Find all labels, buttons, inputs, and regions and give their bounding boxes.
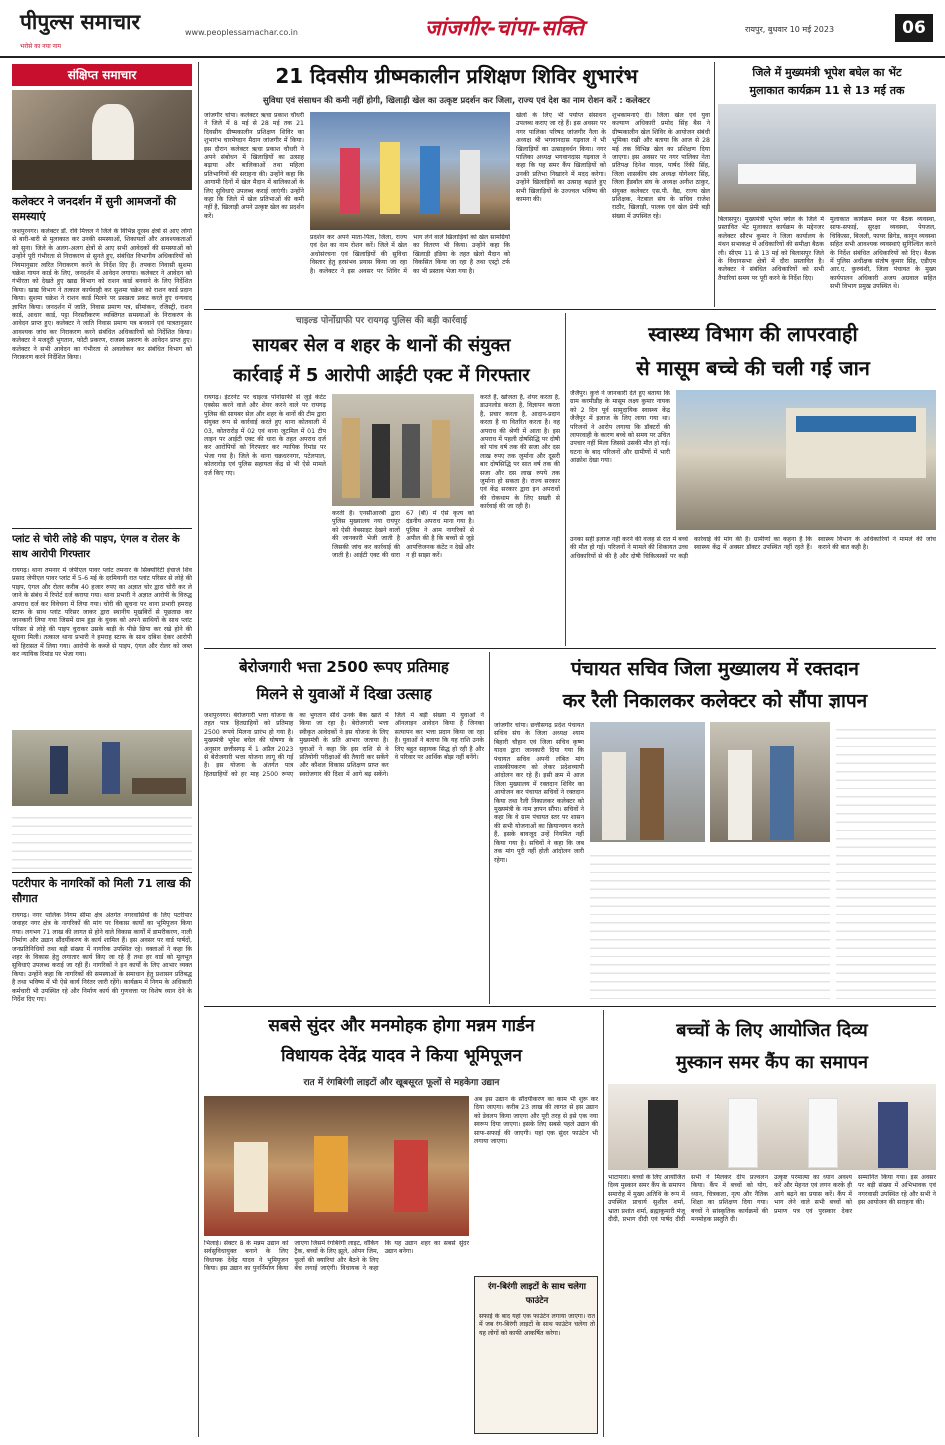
page-number: 06 <box>895 14 933 42</box>
brief-story-2: रायगढ़। थाना तमनार में जेपीएल पावर प्लांट तमनार के सिक्योरिटी इंचार्ज शिव प्रसाद जेपीएल पावर प्लांट में 5-6 मई के दरमियानी रात प्लांट परिसर से लोहे की पाइप, एंगल और रोलर करीब 40 हजार रुपए का अज्ञात चोर द्वारा चोरी कर ले जाने के संबंध में रिपोर्ट दर्ज कराया गया। थाना प्रभारी ने अज्ञात आरोपी के विरुद्ध अपराध दर्ज कर विवेचना में लिया गया। चोरी की सूचना पर थाना प्रभारी हमराह स्टाफ के साथ प्लांट परिसर जाकर द्वारा स्थानीय मुखबिरों से पूछताछ कर जानकारी लिया गया जिसमें ग्राम हुड़ा के युवक को अपने साथियों के साथ प्लांट परिसर से लोहे की पाइप चुराकर उसके बाड़ी के पीछे छिपा कर रखे होने की सूचना मिली। तत्काल थाना प्रभारी ने हमराह स्टाफ के साथ दबिश देकर आरोपी को हिरासत में लिया गया। आरोपी के कब्जे से पाइप, एंगल और रोलर को जब्त कर न्यायिक रिमांड पर भेजा गया। <box>12 567 192 659</box>
photo-figure <box>402 424 420 498</box>
photo-figure <box>92 104 134 164</box>
health-photo <box>676 390 936 530</box>
camp-deck: सुविधा एवं संसाधन की कमी नहीं होगी, खिलाड़ी खेल का उत्कृष्ट प्रदर्शन कर जिला, राज्य एवं देश का नाम रोशन करें : कलेक्टर <box>263 95 650 105</box>
camp-photo <box>310 112 510 230</box>
kids-body-1: भाटापारा। बच्चों के लिए आयोजित दिव्य मुस्कान समर कैंप के समापन समारोह में मुख्य अतिथि के रूप में उपस्थित प्राचार्य सुशील शर्मा, भ्राता प्रशांत शर्मा, ब्रह्माकुमारी मंजू दीदी, प्रभाग दीदी एवं पार्षद दीदी सभी ने मिलकर दीप प्रज्वलन किया। कैंप में बच्चों को योग, ध्यान, चित्रकला, नृत्य और नैतिक शिक्षा का प्रशिक्षण दिया गया। बच्चों ने सांस्कृतिक कार्यक्रमों की मनमोहक प्रस्तुति दी। <box>608 1174 768 1224</box>
cyber-body-3: करती है। एनसीआरबी द्वारा पुलिस मुख्यालय नया रायपुर को ऐसी वेबसाइट देखने वालों की जानकारी भेजी जाती है जिसकी जांच कर कार्रवाई की जाती है। आईटी एक्ट की धारा 67 (बी) में ऐसे कृत्य को दंडनीय अपराध माना गया है। पुलिस ने आम नागरिकों से अपील की है कि बच्चों से जुड़े आपत्तिजनक कंटेंट न देखें और न ही साझा करें। <box>332 510 474 560</box>
cyber-headline-1: सायबर सेल व शहर के थानों की संयुक्त <box>252 335 511 356</box>
garden-box <box>474 1276 598 1434</box>
blood-photo-1 <box>590 722 705 842</box>
camp-body-1: जांजगीर चांपा। कलेक्टर ऋचा प्रकाश चौधरी ने जिले में 8 मई से 28 मई तक 21 दिवसीय ग्रीष्मकालीन प्रशिक्षण शिविर का शुभारंभ चारमेघ्दान मैदान जांजगीर में किया। इस दौरान कलेक्टर ऋचा प्रकाश चौधरी ने अपने संबोधन में खिलाड़ियों का उत्साह बढ़ाया और बालिकाओं तथा महिला प्रतिभागियों की सराहना की। उन्होंने कहा कि आगामी दिनों में खेल मैदान में बालिकाओं के लिए सुविधाएं उपलब्ध कराई जाएंगी। उन्होंने कहा कि जिले में खेल प्रतिभाओं की कमी नहीं है, खिलाड़ी अपने उत्कृष्ट खेल का प्रदर्शन करें। <box>204 112 304 220</box>
photo-figure <box>50 746 68 794</box>
garden-body-2: अब इस उद्यान के सौंदर्यीकरण का काम भी शुरू कर दिया जाएगा। करीब 23 लाख की लागत से इस उद्यान को डेवलप किया जाएगा और पूरी तरह से इसे एक नया स्वरूप दिया जाएगा। इसके लिए सबसे पहले उद्यान की साफ-सफाई की जाएगी। यहां एक सुंदर फाउंटेन भी लगाया जाएगा। <box>474 1096 598 1146</box>
kids-body-2: उत्कृष्ट परमात्मा का ध्यान अवश्य करें और मेहनत एवं लगन करके ही आगे बढ़ने का प्रयास करें। कैंप में भाग लेने वाले सभी बच्चों को प्रमाण पत्र एवं पुरस्कार देकर सम्मानित किया गया। इस अवसर पर बड़ी संख्या में अभिभावक एवं नगरवासी उपस्थित रहे और सभी ने इस आयोजन की सराहना की। <box>774 1174 936 1215</box>
garden-headline-2: विधायक देवेंद्र यादव ने किया भूमिपूजन <box>281 1046 522 1066</box>
photo-figure <box>420 146 440 214</box>
camp-body-4: शुभकामनाएं दी। जिला खेल एवं युवा कल्याण अधिकारी प्रमोद सिंह बैस ने ग्रीष्मकालीन खेल शिविर के आयोजन संबंधी भूमिका रखी और बताया कि आज से 28 मई तक विभिन्न खेल का प्रशिक्षण दिया जाएगा। इस अवसर पर नगर पालिका नेता प्रतिपक्ष दिनेश यादव, पार्षद रिंकी सिंह, जिला शासकीय संघ अध्यक्ष योगेश्वर सिंह, जिला हैंडबॉल संघ के अध्यक्ष अनीश ठाकुर, संयुक्त कलेक्टर एस.पी. वैद्य, राज्य खेल प्रशिक्षक, नेटबाल संघ के सचिव राजेश राठौर, खिलाड़ी, पालक एवं खेल प्रेमी बड़ी संख्या में उपस्थित रहे। <box>612 112 710 220</box>
photo-figure <box>234 1142 268 1212</box>
divider <box>204 1006 936 1007</box>
cyber-kicker: चाइल्ड पोर्नोग्राफी पर रायगढ़ पुलिस की बड़ी कार्रवाई <box>295 316 468 326</box>
photo-figure <box>340 148 360 214</box>
brief-banner-text: संक्षिप्त समाचार <box>67 68 137 82</box>
brief-headline-2-text: प्लांट से चोरी लोहे की पाइप, एंगल व रोलर के साथ आरोपी गिरफ्तार <box>12 534 180 560</box>
blood-headline-1: पंचायत सचिव जिला मुख्यालय में रक्तदान <box>571 658 859 680</box>
brief-headline-1-text: कलेक्टर ने जनदर्शन में सुनी आमजनों की समस्याएं <box>12 195 176 223</box>
blood-body-2 <box>836 722 936 1002</box>
photo-signboard <box>796 416 916 432</box>
photo-figure <box>314 1136 348 1212</box>
brief-headline-1 <box>12 194 192 226</box>
photo-figure <box>602 752 626 840</box>
cyber-body-2: करते हैं, खोजता है, शेयर करता है, डाउनलोड करता है, विज्ञापन करता है, प्रचार करता है, आदान-प्रदान करता है या वितरित करता है। वह अपराध की श्रेणी में आता है। इस अपराध में पहली दोषसिद्धि पर दोषी को पांच वर्ष तक की सजा और दस लाख रुपए तक जुर्माना और दूसरी बार दोषसिद्धि पर सात वर्ष तक की सजा और दस लाख रुपये तक जुर्माना हो सकता है। राज्य सरकार एवं केंद्र सरकार द्वारा इन अपराधों की रोकथाम के लिए सख्ती से कार्रवाई की जा रही है। <box>480 394 560 511</box>
cyber-headline-2: कार्रवाई में 5 आरोपी आईटी एक्ट में गिरफ्तार <box>233 365 530 386</box>
brief-photo-2 <box>12 730 192 806</box>
blood-headline-2: कर रैली निकालकर कलेक्टर को सौंपा ज्ञापन <box>562 690 868 712</box>
photo-figure <box>394 1140 428 1212</box>
dateline: रायपुर, बुधवार 10 मई 2023 <box>745 25 835 34</box>
kids-headline-1: बच्चों के लिए आयोजित दिव्य <box>676 1020 868 1041</box>
cm-photo <box>718 104 936 212</box>
brief-story-2-cont <box>12 810 192 870</box>
photo-figure <box>640 748 664 840</box>
column-divider <box>489 652 490 1004</box>
cyber-photo <box>332 394 474 506</box>
divider <box>204 648 936 649</box>
photo-figure <box>102 742 120 794</box>
divider <box>12 872 192 873</box>
photo-figure <box>460 150 480 214</box>
logo-tagline: भरोसे का नया नाम <box>20 43 62 50</box>
brief-headline-3 <box>12 876 192 908</box>
photo-figure <box>372 424 390 498</box>
brief-banner <box>12 64 192 86</box>
photo-desk <box>12 160 192 190</box>
column-divider <box>198 62 199 1437</box>
website-url[interactable]: www.peoplessamachar.co.in <box>185 28 298 37</box>
cm-headline-2: मुलाकात कार्यक्रम 11 से 13 मई तक <box>749 84 905 97</box>
brief-headline-2 <box>12 532 192 564</box>
cm-body-1: बिलासपुर। मुख्यमंत्री भूपेश बघेल के जिले में प्रस्तावित भेंट मुलाकात कार्यक्रम के मद्देनजर कलेक्टर सौरभ कुमार ने जिला कार्यालय के मंथन सभाकक्ष में अधिकारियों की समीक्षा बैठक ली। सीएम 11 से 13 मई को बिलासपुर जिले के विधानसभा क्षेत्रों में दौरा प्रस्तावित है। कलेक्टर ने संबंधित अधिकारियों को सभी तैयारियां समय पर पूरी करने के निर्देश दिए। <box>718 216 824 282</box>
photo-figure <box>648 1100 678 1168</box>
garden-kicker: रात में रंगबिरंगी लाइटों और खूबसूरत फूलों से महकेगा उद्यान <box>303 1078 500 1088</box>
health-body-1: जैजैपुर। कुत्ते ने जानकारी देते हुए बताया कि ग्राम करमीडीह के मासूम लक्ष्य कुमार नायक को 2 दिन पूर्व सामुदायिक स्वास्थ्य केंद्र जैजैपुर में इलाज के लिए लाया गया था। परिजनों ने आरोप लगाया कि डॉक्टरों की लापरवाही के कारण बच्चे को समय पर उचित उपचार नहीं मिला जिससे उसकी मौत हो गई। घटना के बाद परिजनों और ग्रामीणों में भारी आक्रोश देखा गया। <box>570 390 670 465</box>
camp-body-3: खेलों के लिए भी पर्याप्त संसाधन उपलब्ध कराए जा रहे हैं। इस अवसर पर नगर पालिका परिषद जांजगीर नैला के अध्यक्ष श्री भगवानदास गढ़वाल ने भी खिलाड़ियों का उत्साहवर्धन किया। नगर पालिका अध्यक्ष भगवानदास गढ़वाल ने कहा कि यह समर कैंप खिलाड़ियों को उनकी प्रतिभा निखारने में मदद करेगा। उन्होंने खिलाड़ियों का उत्साह बढ़ाते हुए सभी खिलाड़ियों के उज्ज्वल भविष्य की कामना की। <box>516 112 606 204</box>
brief-story-1: जशपुरनगर। कलेक्टर डॉ. रवि मित्तल ने जिले के विभिन्न दूरस्थ क्षेत्रों से आए लोगों से बारी-बारी से मुलाकात कर उनकी समस्याओं, शिकायतों और आवश्यकताओं को सुना। जिले के अलग-अलग क्षेत्रों से आए सभी आवेदकों की समस्याओं को उन्होंने पूरी गंभीरता से निराकरण से सुनते हुए, संबंधित विभागीय अधिकारियों को नियमानुसार त्वरित निराकरण करने के निर्देश दिए हैं। तपकरा निवासी सुशमा चक्रेश गायन कार्ड के लिए, जनदर्शन में आवेदन लगाया। कलेक्टर ने आवेदन को गंभीरता को देखते हुए खाद्य विभाग को राशन कार्ड बनवाने के लिए निर्देशित किया। खाद्य विभाग ने तत्काल कार्यवाही कर सुशमा चक्रेश को राशन कार्ड प्रदान किया। सुशमा चक्रेश ने राशन कार्ड मिलने पर प्रसन्नता प्रकट करते हुए धन्यवाद ज्ञापित किया। जनदर्शन में जाति, निवास प्रमाण पत्र, सीमांकन, रजिस्ट्री, राशन कार्ड, आधार कार्ड, पट्टा निरस्तीकरण व्यक्तिगत समस्याओं के निराकरण के आवेदन प्राप्त हुए। कलेक्टर ने जाति निवास प्रमाण पत्र बनवाने एवं पात्रतानुसार आवश्यक जांच कर निराकरण करने संबंधित अधिकारियों को निर्देशित किया। कलेक्टर ने मजदूरी भुगतान, फोटी प्रकरण, राजस्व प्रकरण के आवेदन प्राप्त हुए। कलेक्टर ने सभी आवेदन का गंभीरता से अवलोकन कर संबंधित विभाग को निराकरण करने निर्देशित किया। <box>12 228 192 362</box>
health-headline-2: से मासूम बच्चे की चली गई जान <box>636 356 870 380</box>
kids-headline-2: मुस्कान समर कैंप का समापन <box>676 1052 868 1073</box>
cyber-body-1: रायगढ़। इंटरनेट पर चाइल्ड पोर्नोग्राफी से जुड़े कंटेंट एक्सेस करने वाले और शेयर करने वाले पर रायगढ़ पुलिस की सायबर सेल और शहर के थानों की टीम द्वारा संयुक्त रूप से कार्रवाई करते हुए थाना कोतवाली में 03, कोतरारोड़ में 02 एवं थाना जूटमिल में 01 टीप लाइन पर आईटी एक्ट की धारा के तहत अपराध दर्ज कर आरोपियों को गिरफ्तार कर न्यायिक रिमांड पर भेजा गया है। जिले के थाना चक्रधरनगर, पटेलपाल, कोतरारोड़ एवं पुलिस सहायता केंद्र से भी ऐसे मामले दर्ज किए गए। <box>204 394 326 477</box>
photo-figure <box>770 746 794 840</box>
cm-body-2: मुलाकात कार्यक्रम स्थल पर बैठक व्यवस्था, साफ-सफाई, सुरक्षा व्यवस्था, पेयजल, चिकित्सा, बिजली, फायर ब्रिगेड, कानून व्यवस्था सहित सभी आवश्यक व्यवस्थाएं सुनिश्चित करने के निर्देश संबंधित अधिकारियों को दिए। बैठक में पुलिस अधीक्षक संतोष कुमार सिंह, एडीएम आर.ए. कुरुवंशी, जिला पंचायत के मुख्य कार्यपालन अधिकारी अजय अग्रवाल सहित सभी विभाग प्रमुख उपस्थित थे। <box>830 216 936 291</box>
column-divider <box>565 313 566 646</box>
photo-pipes <box>132 778 186 794</box>
photo-figure <box>380 142 400 214</box>
allowance-headline-2: मिलने से युवाओं में दिखा उत्साह <box>256 685 432 703</box>
logo <box>20 8 140 38</box>
blood-body: जांजगीर चांपा। छत्तीसगढ़ प्रदेश पंचायत सचिव संघ के जिला अध्यक्ष श्याम बिहारी चौहान एवं जिला सचिव कृष्ण यादव द्वारा जानकारी दिया गया कि पंचायत सचिव अपनी लंबित मांग शासकीयकरण को लेकर प्रदेशव्यापी आंदोलन कर रहे हैं। इसी क्रम में आज जिला मुख्यालय में रक्तदान शिविर का आयोजन कर पंचायत सचिवों ने रक्तदान किया तथा रैली निकालकर कलेक्टर को मुख्यमंत्री के नाम ज्ञापन सौंपा। सचिवों ने कहा कि वे ग्राम पंचायत स्तर पर शासन की सभी योजनाओं का क्रियान्वयन करते हैं, इसके बावजूद उन्हें नियमित नहीं किया गया है। सचिवों ने कहा कि जब तक मांग पूरी नहीं होती आंदोलन जारी रहेगा। <box>494 722 584 864</box>
garden-box-body: सफाई के बाद यहां एक फाउंटेन लगाया जाएगा। रात में जब रंग-बिरंगी लाइटों के साथ फाउंटेन चलेगा तो यह लोगों को काफी आकर्षित करेगा। <box>479 1313 595 1337</box>
column-divider <box>603 1010 604 1437</box>
divider <box>12 528 192 529</box>
garden-body-1: भिलाई। सेक्टर 8 के मन्नम उद्यान को सर्वसुविधायुक्त बनाने के लिए विधायक देवेंद्र यादव ने भूमिपूजन किया। इस उद्यान का पुनर्निर्माण किया जाएगा जिसमें रंगबिरंगी लाइट, वॉकिंग ट्रैक, बच्चों के लिए झूले, ओपन जिम, फूलों की क्यारियां और बैठने के लिए बेंच लगाई जाएंगी। विधायक ने कहा कि यह उद्यान शहर का सबसे सुंदर उद्यान बनेगा। <box>204 1240 469 1273</box>
divider <box>204 309 936 310</box>
photo-figure <box>808 1098 838 1168</box>
health-headline-1: स्वास्थ्य विभाग की लापरवाही <box>648 322 858 346</box>
photo-figure <box>728 1098 758 1168</box>
logo-text: पीपुल्स समाचार <box>20 9 141 34</box>
allowance-body: जशपुरनगर। बेरोजगारी भत्ता योजना के तहत पात्र हितग्राहियों को प्रतिमाह 2500 रूपये मिलना प्रारंभ हो गया है। मुख्यमंत्री भूपेश बघेल की घोषणा के अनुसार छत्तीसगढ़ में 1 अप्रैल 2023 से बेरोजगारी भत्ता योजना लागू की गई है। इस योजना के अंतर्गत पात्र हितग्राहियों को हर माह 2500 रूपए का भुगतान सीधे उनके बैंक खाते में किया जा रहा है। बेरोजगारी भत्ता स्वीकृत आवेदकों ने इस योजना के लिए मुख्यमंत्री के प्रति आभार जताया है। युवाओं ने कहा कि इस राशि से वे प्रतियोगी परीक्षाओं की तैयारी कर सकेंगे और कौशल विकास प्रशिक्षण प्राप्त कर स्वरोजगार की दिशा में आगे बढ़ सकेंगे। जिले में बड़ी संख्या में युवाओं ने ऑनलाइन आवेदन किया है जिनका सत्यापन कर भत्ता प्रदान किया जा रहा है। युवाओं ने बताया कि यह राशि उनके लिए बहुत सहायक सिद्ध हो रही है और वे परिवार पर आर्थिक बोझ नहीं बनेंगे। <box>204 712 484 778</box>
health-body-2: उनका सही इलाज नहीं करने की वजह से रात में बच्चे की मौत हो गई। परिजनों ने मामले की शिकायत उच्च अधिकारियों से की है और दोषी चिकित्सकों पर कड़ी कार्रवाई की मांग की है। ग्रामीणों का कहना है कि स्वास्थ्य केंद्र में अक्सर डॉक्टर उपस्थित नहीं रहते हैं। स्वास्थ्य विभाग के अधिकारियों ने मामले की जांच कराने की बात कही है। <box>570 536 936 560</box>
photo-figure <box>432 420 450 498</box>
blood-body-3 <box>590 848 830 1002</box>
masthead <box>0 0 945 58</box>
brief-photo-1 <box>12 90 192 190</box>
photo-table <box>738 164 916 184</box>
column-divider <box>714 62 715 307</box>
photo-figure <box>342 418 360 498</box>
kids-photo <box>608 1084 936 1170</box>
garden-headline-1: सबसे सुंदर और मनमोहक होगा मन्नम गार्डन <box>268 1016 535 1036</box>
blood-photo-2 <box>710 722 830 842</box>
camp-body-2: प्रदर्शन कर अपने माता-पिता, जिला, राज्य एवं देश का नाम रोशन करें। जिले में खेल अधोसंरचना एवं खिलाड़ियों की सुविधा विस्तार हेतु हरसंभव प्रयास किया जा रहा है। कलेक्टर ने इस अवसर पर शिविर में भाग लेने वाले खिलाड़ियों को खेल सामग्रियों का वितरण भी किया। उन्होंने कहा कि खिलाड़ी इंडिया के तहत खेलो मैदान को विकसित किया जा रहा है तथा एस्ट्रो टर्फ का भी प्रस्ताव भेजा गया है। <box>310 234 510 275</box>
brief-headline-3-text: पटरीपार के नागरिकों को मिली 71 लाख की सौगात <box>12 877 191 905</box>
edition-title: जांजगीर-चांपा-सक्ति <box>425 16 584 40</box>
photo-figure <box>728 750 752 840</box>
garden-photo <box>204 1096 469 1236</box>
photo-figure <box>878 1102 908 1168</box>
brief-story-3: रायगढ़। नगर पालिक निगम सीमा क्षेत्र अंतर्गत नगरवासियों के लिए पटरीपार जवाहर नगर क्षेत्र के नागरिकों की मांग पर विकास कार्यों का भूमिपूजन किया गया। लगभग 71 लाख की लागत से होने वाले विकास कार्यों में डामरीकरण, नाली निर्माण और उद्यान सौंदर्यीकरण के कार्य शामिल हैं। इस अवसर पर वार्ड पार्षदों, जनप्रतिनिधियों तथा बड़ी संख्या में नागरिक उपस्थित रहे। वक्ताओं ने कहा कि शहर के विकास हेतु लगातार कार्य किए जा रहे हैं तथा हर वार्ड को मूलभूत सुविधाएं उपलब्ध कराई जा रही हैं। नागरिकों ने इन कार्यों के लिए आभार व्यक्त किया। उन्होंने कहा कि नागरिकों की समस्याओं के समाधान हेतु प्रशासन प्रतिबद्ध है तथा भविष्य में भी ऐसे कार्य निरंतर जारी रहेंगे। कार्यक्रम में निगम के अधिकारी कर्मचारी भी उपस्थित रहे और निर्माण कार्य की गुणवत्ता पर विशेष ध्यान देने के निर्देश दिए गए। <box>12 912 192 1004</box>
camp-headline: 21 दिवसीय ग्रीष्मकालीन प्रशिक्षण शिविर शुभारंभ <box>275 64 638 88</box>
garden-box-headline: रंग-बिरंगी लाइटों के साथ चलेगा फाउंटेन <box>488 1282 586 1306</box>
allowance-headline-1: बेरोजगारी भत्ता 2500 रूपए प्रतिमाह <box>239 658 449 676</box>
cm-headline-1: जिले में मुख्यमंत्री भूपेश बघेल का भेंट <box>752 66 902 79</box>
